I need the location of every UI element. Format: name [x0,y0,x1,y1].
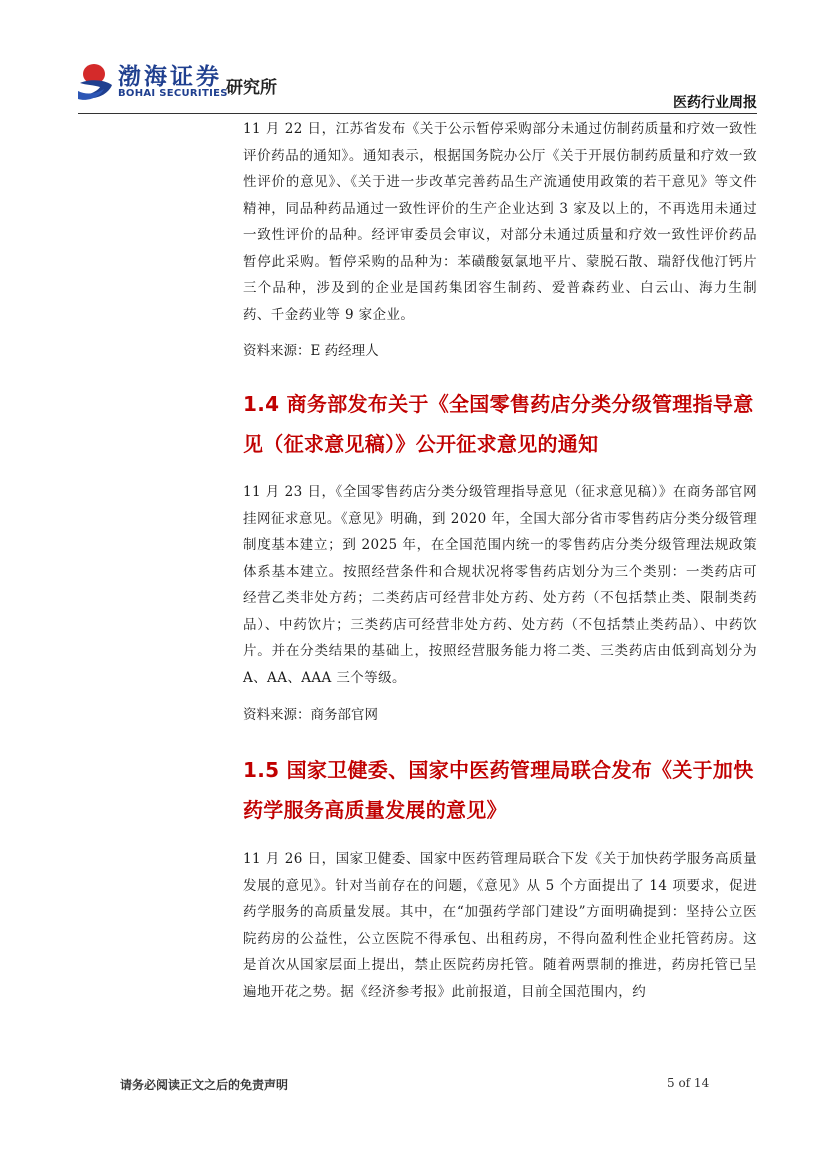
section-heading-1-5: 1.5 国家卫健委、国家中医药管理局联合发布《关于加快药学服务高质量发展的意见》 [243,758,754,822]
report-type: 医药行业周报 [673,95,757,111]
main-content [243,116,757,1005]
source-note: 资料来源：商务部官网 [243,707,378,723]
footer-disclaimer: 请务必阅读正文之后的免责声明 [120,1078,289,1092]
page-number: 5 of 14 [667,1076,710,1090]
logo-english-name: BOHAI SECURITIES [118,88,228,99]
bohai-logo-icon [78,61,114,103]
source-note: 资料来源：E 药经理人 [243,343,379,359]
paragraph-jiangsu: 11 月 22 日，江苏省发布《关于公示暂停采购部分未通过仿制药质量和疗效一致性评价药品的通知》。通知表示，根据国务院办公厅《关于开展仿制药质量和疗效一致性评价的意见》、《关于进一步改革完善药品生产流通使用政策的若干意见》等文件精神，同品种药品通过一致性评价的生产企业达到 3 家及以上的，不再选用未通过一致性评价的品种。经评审委员会审议，对部分未通过质量和疗效一致性评价药品暂停此采购。暂停采购的品种为：苯磺酸氨氯地平片、蒙脱石散、瑞舒伐他汀钙片三个品种，涉及到的企业是国药集团容生制药、爱普森药业、白云山、海力生制药、千金药业等 9 家企业。 [243,121,757,323]
header-divider [78,113,757,114]
paragraph-retail-pharmacy: 11 月 23 日，《全国零售药店分类分级管理指导意见（征求意见稿）》在商务部官网挂网征求意见。《意见》明确，到 2020 年，全国大部分省市零售药店分类分级管理制度基本建立；到 2025 年，在全国范围内统一的零售药店分类分级管理法规政策体系基本建立。按照经营条件和合规状况将零售药店划分为三个类别：一类药店可经营乙类非处方药；二类药店可经营非处方药、处方药（不包括禁止类、限制类药品）、中药饮片；三类药店可经营非处方药、处方药（不包括禁止类药品）、中药饮片。并在分类结果的基础上，按照经营服务能力将二类、三类药店由低到高划分为 A、AA、AAA 三个等级。 [243,484,757,686]
paragraph-pharmacy-service: 11 月 26 日，国家卫健委、国家中医药管理局联合下发《关于加快药学服务高质量发展的意见》。针对当前存在的问题，《意见》从 5 个方面提出了 14 项要求，促进药学服务的高质量发展。其中，在“加强药学部门建设”方面明确提到：坚持公立医院药房的公益性，公立医院不得承包、出租药房，不得向盈利性企业托管药房。这是首次从国家层面上提出，禁止医院药房托管。随着两票制的推进，药房托管已呈遍地开花之势。据《经济参考报》此前报道，目前全国范围内，约 [243,851,757,1000]
section-heading-1-4: 1.4 商务部发布关于《全国零售药店分类分级管理指导意见（征求意见稿）》公开征求意见的通知 [243,392,754,456]
logo-chinese-name: 渤海证券 [118,64,222,90]
page-header [0,0,827,115]
institute-name: 研究所 [226,78,277,98]
